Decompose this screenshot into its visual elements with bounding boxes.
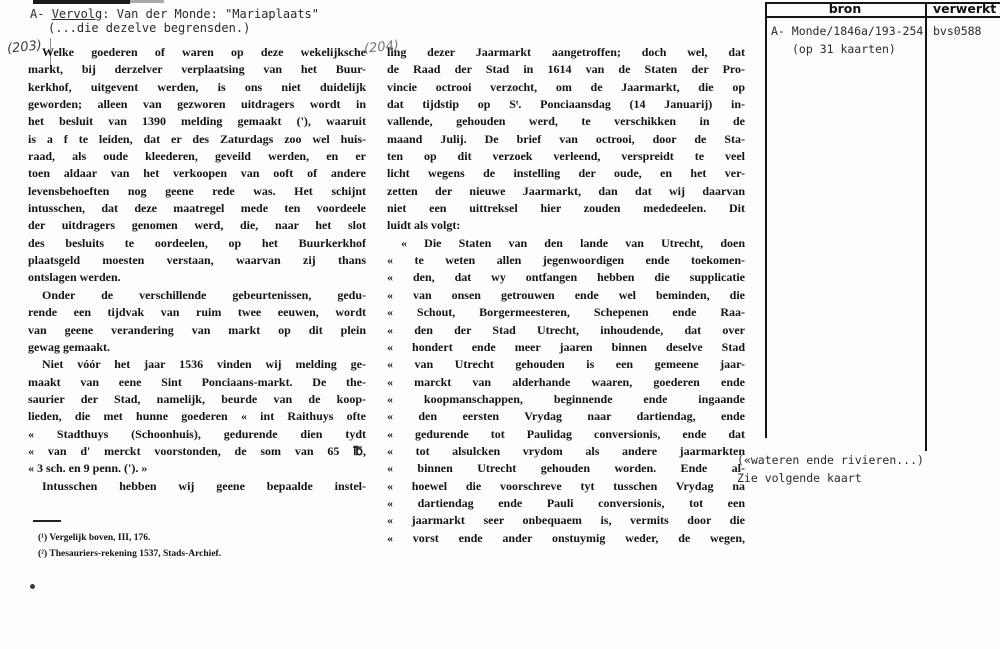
printed-text-line: niet een uittreksel hier zouden mededeelen. Dit bbox=[387, 201, 745, 216]
printed-text-line: « van Utrecht gehouden is een gemeene jaar- bbox=[387, 357, 745, 372]
document-title bbox=[30, 7, 319, 21]
printed-text-line: raad, als oude kleederen, geveild werden, en er bbox=[28, 149, 366, 164]
printed-text-line: is a f te leiden, dat er des Zaturdags zoo wel huis- bbox=[28, 131, 366, 146]
printed-text-line: ling dezer Jaarmarkt aangetroffen; doch wel, dat bbox=[387, 45, 745, 59]
printed-text-line: saurier der Stad, namelijk, beurde van de koop- bbox=[28, 391, 366, 406]
printed-text-line: Niet vóór het jaar 1536 vinden wij melding ge- bbox=[42, 357, 366, 372]
footnote-line: (²) Thesauriers-rekening 1537, Stads-Archief. bbox=[38, 549, 222, 559]
printed-text-line: zetten der nieuwe Jaarmarkt, dan dat wij daarvan bbox=[387, 183, 745, 198]
printed-text-line: « den eersten Vrydag naar dartiendag, ende bbox=[387, 409, 745, 424]
scan-artifact-bar bbox=[33, 0, 130, 4]
table-header-underline bbox=[765, 16, 1000, 18]
printed-text-line: « koopmanschappen, beginnende ende ingaande bbox=[387, 391, 745, 406]
printed-text-line: gewag gemaakt. bbox=[28, 339, 110, 354]
printed-text-line: lieden, die met hunne goederen « int Raithuys ofte bbox=[28, 409, 366, 424]
printed-text-line: de Raad der Stad in 1614 van de Staten der Pro- bbox=[387, 62, 745, 77]
printed-text-line: « van onsen getrouwen ende wel beminden, die bbox=[387, 287, 745, 302]
printed-text-line: licht wegens de instelling der oude, en het ver- bbox=[387, 166, 745, 181]
printed-text-line: luidt als volgt: bbox=[387, 218, 461, 233]
printed-text-line: « den, dat wy ontfangen hebben die supplicatie bbox=[387, 270, 745, 285]
handwritten-page-number-left: (203) bbox=[6, 38, 43, 57]
printed-text-line: plaatsgeld moesten verstaan, waarvan zij thans bbox=[28, 253, 366, 268]
printed-text-line: Onder de verschillende gebeurtenissen, gedu- bbox=[42, 287, 366, 302]
verwerkt-entry: bvs0588 bbox=[933, 24, 982, 38]
printed-text-line: « binnen Utrecht gehouden worden. Ende al- bbox=[387, 461, 745, 476]
printed-text-line: « Schout, Borgermeesteren, Schepenen ende Raa- bbox=[387, 305, 745, 320]
footnotes bbox=[38, 530, 358, 562]
printed-text-line: maakt van eene Sint Ponciaans-markt. De the- bbox=[28, 374, 366, 389]
continuation-note-line1: («wateren ende rivieren...) bbox=[737, 453, 924, 467]
table-left-border bbox=[765, 2, 767, 438]
footnote-line: (¹) Vergelijk boven, III, 176. bbox=[38, 533, 151, 543]
printed-text-line: Intusschen hebben wij geene bepaalde instel- bbox=[42, 478, 366, 493]
printed-text-line: « hoewel die voorschreve tyt tusschen Vrydag na bbox=[387, 478, 745, 493]
printed-text-line: dat tijdstip op Sᵗ. Ponciaansdag (14 Januarij) in- bbox=[387, 97, 745, 112]
printed-text-line: maand Julij. De brief van octrooi, door de Sta- bbox=[387, 131, 745, 146]
table-header-bron: bron bbox=[828, 1, 862, 16]
printed-text-line: Welke goederen of waren op deze wekelijksche bbox=[42, 45, 366, 59]
printed-text-line: « 3 sch. en 9 penn. ('). » bbox=[28, 461, 148, 476]
handwritten-page-number-right: (204) bbox=[363, 38, 400, 57]
printed-column-right bbox=[387, 44, 745, 547]
printed-text-line: intusschen, dat deze maatregel mede ten voordeele bbox=[28, 201, 366, 216]
printed-text-line: der uitdragers genomen werd, die, naar het slot bbox=[28, 218, 366, 233]
printed-text-line: « dartiendag ende Pauli conversionis, tot een bbox=[387, 495, 745, 510]
printed-text-line: « jaarmarkt seer onbequaem is, vermits door die bbox=[387, 513, 745, 528]
printed-text-line: ontslagen werden. bbox=[28, 270, 121, 285]
printed-text-line: levensbehoeften nog geene rede was. Het schijnt bbox=[28, 183, 366, 198]
printed-text-line: vincie octrooi verzocht, om de Jaarmarkt, die op bbox=[387, 79, 745, 94]
table-header-verwerkt: verwerkt bbox=[933, 1, 997, 16]
printed-text-line: des besluits te oordeelen, op het Buurkerkhof bbox=[28, 235, 366, 250]
printed-text-line: « den der Stad Utrecht, inhoudende, dat over bbox=[387, 322, 745, 337]
printed-text-line: kerkhof, uitgevent werden, is ons niet duidelijk bbox=[28, 79, 366, 94]
bron-entry-line1: A- Monde/1846a/193-254 bbox=[771, 24, 924, 38]
printed-text-line: ten op dit verzoek verleend, verspreidt te veel bbox=[387, 149, 745, 164]
printed-text-line: « tot alsulcken vrydom als andere jaarmarkten bbox=[387, 443, 745, 458]
printed-column-left bbox=[28, 44, 366, 495]
printed-text-line: van geene verandering van markt op dit plein bbox=[28, 322, 366, 337]
printed-text-line: « te weten allen jegenwoordigen ende toekomen- bbox=[387, 253, 745, 268]
printed-text-line: het besluit van 1390 melding gemaakt ('), waaruit bbox=[28, 114, 366, 129]
scan-artifact-dot bbox=[30, 584, 35, 589]
continuation-note-line2: Zie volgende kaart bbox=[737, 471, 862, 485]
printed-text-line: rende een tijdvak van ruim twee eeuwen, wordt bbox=[28, 305, 366, 320]
printed-text-line: « marckt van alderhande waaren, goederen ende bbox=[387, 374, 745, 389]
printed-text-line: geworden; alleen van gezworen uitdragers wordt in bbox=[28, 97, 366, 112]
printed-text-line: « van d' merckt voorstonden, de som van 65 ℔, bbox=[28, 443, 366, 458]
bron-entry-line2: (op 31 kaarten) bbox=[792, 42, 896, 56]
printed-text-line: « hondert ende meer jaaren binnen deselve Stad bbox=[387, 339, 745, 354]
scan-artifact-smudge bbox=[130, 0, 164, 3]
footnote-rule bbox=[33, 520, 61, 522]
document-subtitle: (...die dezelve begrensden.) bbox=[48, 21, 251, 35]
printed-text-line: « vorst ende ander onstuymig weder, de wegen, bbox=[387, 530, 745, 545]
title-underlined-word: Vervolg bbox=[51, 7, 103, 21]
printed-text-line: vallende, gehouden werd, te verschikken in de bbox=[387, 114, 745, 129]
printed-text-line: toen aldaar van het verkoopen van ooft of andere bbox=[28, 166, 366, 181]
title-rest: : Van der Monde: "Mariaplaats" bbox=[102, 7, 320, 21]
printed-text-line: « gedurende tot Paulidag conversionis, ende dat bbox=[387, 426, 745, 441]
printed-text-line: markt, bij derzelver verplaatsing van het Buur- bbox=[28, 62, 366, 77]
title-prefix: A- bbox=[30, 7, 52, 21]
printed-text-line: « Die Staten van den lande van Utrecht, doen bbox=[401, 235, 745, 250]
table-column-divider bbox=[925, 2, 927, 451]
printed-text-line: « Stadthuys (Schoonhuis), gedurende dien tydt bbox=[28, 426, 366, 441]
